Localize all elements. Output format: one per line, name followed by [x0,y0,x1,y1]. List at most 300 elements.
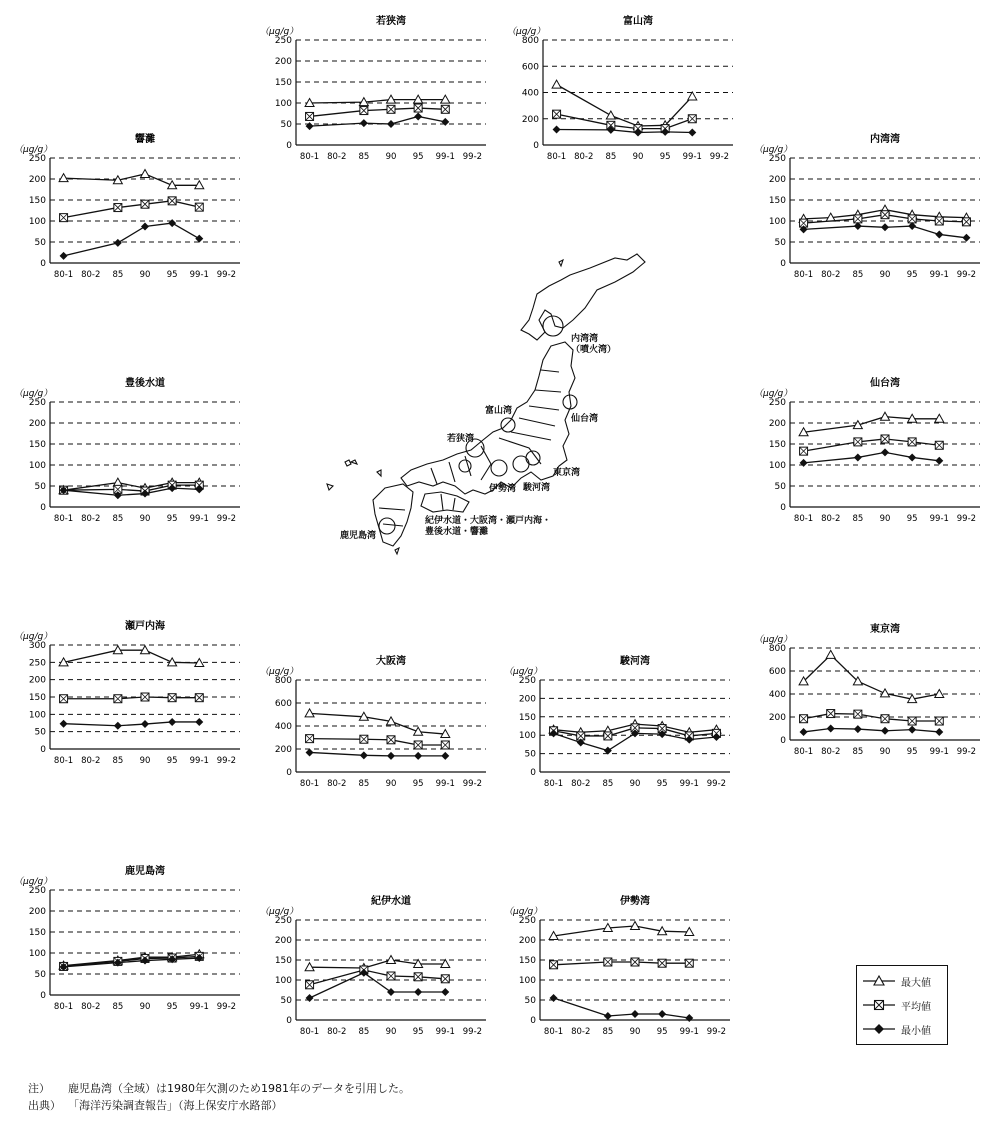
y-tick-label: 0 [533,141,539,151]
y-tick-label: 250 [768,154,786,164]
map-label-toyama: 富山湾 [485,406,513,416]
max-point [881,412,890,420]
series-line-0 [804,655,940,699]
x-tick-label: 99-1 [929,514,949,524]
x-tick-label: 90 [879,747,891,757]
y-tick-label: 50 [524,749,536,760]
y-tick-label: 100 [28,461,46,471]
x-tick-label: 90 [139,514,151,524]
x-tick-label: 95 [659,152,671,162]
chart-title: 紀伊水道 [371,896,411,907]
y-unit-label: （μg/g） [14,632,53,642]
y-tick-label: 250 [518,676,536,686]
legend-item-max [861,972,945,990]
min-point [685,1014,693,1022]
y-tick-label: 150 [274,956,292,966]
x-tick-label: 90 [139,1002,151,1012]
source-text: 「海洋汚染調査報告」（海上保安庁水路部） [68,1099,283,1112]
max-point [414,727,423,735]
map-label-uchiura-sub: （噴火湾） [571,345,617,355]
y-unit-label: （μg/g） [504,907,543,917]
y-tick-label: 150 [768,440,786,450]
min-point [141,720,149,728]
min-point [935,728,943,736]
x-tick-label: 80-1 [299,152,320,162]
series-line-0 [310,713,446,734]
y-tick-label: 200 [28,419,46,429]
series-line-0 [64,174,200,185]
y-unit-label: （μg/g） [260,907,299,917]
min-point [553,126,561,134]
y-tick-label: 250 [274,916,292,926]
x-tick-label: 95 [412,152,424,162]
y-tick-label: 200 [28,175,46,185]
chart-svg-kii [258,890,498,1050]
x-tick-label: 85 [112,756,124,766]
x-tick-label: 80-2 [821,747,841,757]
chart-title: 響灘 [135,134,155,145]
y-tick-label: 150 [274,78,292,88]
map-label-sendai: 仙台湾 [571,414,599,424]
map-label-wakasa: 若狭湾 [447,434,475,444]
min-point [387,988,395,996]
map-label-uchiura: 内湾湾 [571,334,599,344]
x-tick-label: 80-2 [327,152,347,162]
y-tick-label: 800 [768,644,786,654]
y-tick-label: 0 [286,141,292,151]
map-label-seto-note2: 豊後水道・響灘 [425,527,489,537]
y-tick-label: 100 [768,461,786,471]
x-tick-label: 99-2 [956,514,977,524]
min-point [360,751,368,759]
x-tick-label: 99-2 [462,152,483,162]
y-tick-label: 800 [521,36,539,46]
x-tick-label: 99-2 [956,270,977,280]
y-tick-label: 150 [28,693,46,703]
y-tick-label: 150 [28,440,46,450]
x-tick-label: 99-2 [709,152,730,162]
y-tick-label: 200 [28,907,46,917]
min-point [168,219,176,227]
chart-wakasa [258,10,498,170]
y-tick-label: 50 [34,727,46,738]
chart-title: 鹿児島湾 [125,866,165,877]
x-tick-label: 95 [906,270,918,280]
note-text: 鹿児島湾（全域）は1980年欠測のため1981年のデータを引用した。 [68,1082,410,1095]
min-point [854,725,862,733]
x-tick-label: 95 [166,756,178,766]
x-tick-label: 85 [852,270,864,280]
x-tick-label: 99-2 [216,756,237,766]
y-unit-label: （μg/g） [14,145,53,155]
y-tick-label: 100 [28,217,46,227]
min-point [168,718,176,726]
y-tick-label: 200 [521,114,539,125]
y-tick-label: 50 [524,996,536,1006]
x-tick-label: 99-1 [679,779,699,789]
y-tick-label: 50 [774,238,786,248]
series-line-2 [554,998,690,1018]
map-label-suruga: 駿河湾 [523,483,551,493]
x-tick-label: 90 [632,152,644,162]
min-point [195,235,203,243]
x-tick-label: 95 [166,514,178,524]
y-tick-label: 800 [274,676,292,686]
map-label-kagoshima: 鹿児島湾 [340,531,377,541]
x-tick-label: 90 [139,756,151,766]
note-line [28,1080,410,1097]
chart-hibikinada [12,128,252,288]
y-tick-label: 0 [40,745,46,755]
y-tick-label: 200 [768,713,786,723]
min-point [631,1010,639,1018]
min-point [800,728,808,736]
series-line-2 [804,452,940,463]
min-point [387,120,395,128]
x-tick-label: 80-1 [53,270,74,280]
x-tick-label: 80-2 [327,1027,347,1037]
x-tick-label: 99-2 [216,514,237,524]
y-tick-label: 200 [28,675,46,686]
x-tick-label: 90 [385,779,397,789]
y-tick-label: 600 [768,667,786,677]
y-tick-label: 100 [28,949,46,959]
chart-title: 瀬戸内海 [125,621,165,632]
min-point [908,726,916,734]
series-line-0 [554,926,690,936]
x-tick-label: 99-1 [435,779,455,789]
x-tick-label: 80-1 [53,514,74,524]
chart-svg-seto [12,615,252,775]
x-tick-label: 85 [358,779,370,789]
legend-avg-label: 平均値 [901,1002,931,1013]
y-unit-label: （μg/g） [507,27,546,37]
chart-svg-toyama [505,10,745,170]
x-tick-label: 90 [879,270,891,280]
min-point [441,118,449,126]
x-tick-label: 99-1 [189,756,209,766]
y-tick-label: 400 [274,722,292,732]
x-tick-label: 80-2 [571,779,591,789]
x-tick-label: 85 [358,1027,370,1037]
y-tick-label: 150 [28,196,46,206]
series-line-2 [64,488,200,495]
x-tick-label: 90 [385,1027,397,1037]
max-point [826,650,835,658]
x-tick-label: 95 [412,1027,424,1037]
chart-kii [258,890,498,1050]
x-tick-label: 80-1 [543,1027,564,1037]
max-point [881,689,890,697]
y-tick-label: 0 [40,259,46,269]
x-tick-label: 99-1 [679,1027,699,1037]
x-tick-label: 80-1 [546,152,567,162]
y-tick-label: 100 [518,976,536,986]
x-tick-label: 95 [412,779,424,789]
y-tick-label: 200 [274,745,292,755]
y-tick-label: 50 [34,482,46,492]
chart-title: 富山湾 [623,16,653,27]
x-tick-label: 85 [602,1027,614,1037]
x-tick-label: 80-1 [793,270,814,280]
note-prefix: 注） [28,1082,50,1095]
series-line-2 [310,973,446,998]
min-point [60,252,68,260]
x-tick-label: 99-2 [462,779,483,789]
x-tick-label: 80-2 [571,1027,591,1037]
y-tick-label: 250 [768,398,786,408]
x-tick-label: 95 [656,1027,668,1037]
y-tick-label: 250 [28,154,46,164]
y-unit-label: （μg/g） [504,667,543,677]
y-tick-label: 250 [28,886,46,896]
series-line-2 [64,223,200,256]
min-point [881,223,889,231]
y-unit-label: （μg/g） [14,389,53,399]
x-tick-label: 80-1 [53,1002,74,1012]
y-tick-label: 300 [28,641,46,651]
x-tick-label: 80-1 [543,779,564,789]
x-tick-label: 85 [112,1002,124,1012]
min-point [195,718,203,726]
x-tick-label: 80-1 [299,779,320,789]
x-tick-label: 85 [852,747,864,757]
series-line-1 [554,962,690,965]
x-tick-label: 90 [629,779,641,789]
x-tick-label: 80-1 [793,514,814,524]
x-tick-label: 85 [112,514,124,524]
min-point [441,752,449,760]
source-prefix: 出典） [28,1099,61,1112]
x-tick-label: 99-1 [682,152,702,162]
min-point [827,725,835,733]
x-tick-label: 80-2 [81,270,101,280]
min-point [414,988,422,996]
chart-osaka [258,650,498,810]
series-line-0 [557,85,693,126]
min-point [935,230,943,238]
series-line-0 [64,650,200,663]
x-tick-label: 95 [166,270,178,280]
y-tick-label: 150 [768,196,786,206]
min-point [688,129,696,137]
legend-item-min [861,1020,945,1038]
min-point [908,453,916,461]
min-point [962,234,970,242]
legend-avg-icon [861,996,897,1014]
min-point [414,112,422,120]
y-tick-label: 200 [518,694,536,705]
y-tick-label: 0 [286,768,292,778]
series-line-1 [310,108,446,116]
y-tick-label: 150 [518,712,536,723]
y-tick-label: 250 [518,916,536,926]
map-label-seto-note1: 紀伊水道・大阪湾・瀬戸内海・ [425,516,552,526]
x-tick-label: 90 [385,152,397,162]
legend-max-icon [861,972,897,990]
chart-title: 若狭湾 [376,16,406,27]
x-tick-label: 99-2 [706,1027,727,1037]
chart-bungo [12,372,252,532]
legend-item-avg [861,996,945,1014]
series-line-1 [64,201,200,218]
min-point [141,222,149,230]
x-tick-label: 80-2 [821,270,841,280]
chart-legend [856,965,948,1045]
chart-svg-sendai [752,372,992,532]
chart-uchiura [752,128,992,288]
y-tick-label: 50 [280,996,292,1006]
min-point [800,459,808,467]
min-point [881,727,889,735]
y-unit-label: （μg/g） [754,145,793,155]
chart-title: 豊後水道 [125,378,165,389]
chart-title: 大阪湾 [376,656,406,667]
min-point [935,457,943,465]
y-tick-label: 200 [768,175,786,185]
series-line-2 [557,130,693,133]
chart-title: 仙台湾 [870,378,900,389]
x-tick-label: 99-1 [435,152,455,162]
min-point [360,119,368,127]
x-tick-label: 99-2 [462,1027,483,1037]
series-line-2 [804,729,940,732]
y-tick-label: 100 [768,217,786,227]
max-point [305,709,314,717]
chart-sendai [752,372,992,532]
y-tick-label: 150 [518,956,536,966]
chart-title: 駿河湾 [620,656,650,667]
chart-svg-hibikinada [12,128,252,288]
max-point [552,80,561,88]
series-line-0 [310,960,446,968]
chart-ise [502,890,742,1050]
y-tick-label: 100 [28,710,46,721]
y-tick-label: 100 [518,731,536,742]
y-unit-label: （μg/g） [754,389,793,399]
chart-seto [12,615,252,775]
x-tick-label: 95 [166,1002,178,1012]
y-tick-label: 600 [521,62,539,73]
x-tick-label: 80-1 [53,756,74,766]
y-tick-label: 400 [768,690,786,700]
max-point [688,92,697,100]
x-tick-label: 90 [879,514,891,524]
chart-svg-bungo [12,372,252,532]
x-tick-label: 95 [906,514,918,524]
x-tick-label: 85 [358,152,370,162]
x-tick-label: 80-2 [81,514,101,524]
x-tick-label: 99-1 [929,270,949,280]
y-tick-label: 0 [780,259,786,269]
series-line-1 [804,439,940,451]
series-line-1 [310,739,446,745]
series-line-1 [64,697,200,699]
y-tick-label: 200 [274,57,292,67]
series-line-2 [310,116,446,126]
x-tick-label: 90 [629,1027,641,1037]
legend-min-label: 最小値 [901,1026,931,1037]
chart-kagoshima [12,860,252,1020]
y-tick-label: 100 [274,976,292,986]
y-tick-label: 50 [280,120,292,130]
x-tick-label: 85 [852,514,864,524]
x-tick-label: 80-2 [821,514,841,524]
y-tick-label: 0 [780,736,786,746]
legend-min-icon [861,1020,897,1038]
notes-block [28,1080,410,1114]
series-line-0 [804,417,940,433]
map-label-ise: 伊勢湾 [489,484,517,494]
x-tick-label: 80-1 [299,1027,320,1037]
y-unit-label: （μg/g） [754,635,793,645]
y-tick-label: 200 [518,936,536,946]
min-point [306,994,314,1002]
y-tick-label: 0 [530,1016,536,1026]
source-line [28,1097,410,1114]
y-tick-label: 250 [274,36,292,46]
y-tick-label: 200 [768,419,786,429]
chart-title: 内湾湾 [870,134,900,145]
chart-svg-kagoshima [12,860,252,1020]
x-tick-label: 99-1 [189,1002,209,1012]
series-line-2 [64,722,200,726]
y-tick-label: 250 [28,398,46,408]
chart-svg-osaka [258,650,498,810]
chart-toyama [505,10,745,170]
max-point [606,111,615,119]
y-unit-label: （μg/g） [14,877,53,887]
y-tick-label: 0 [530,768,536,778]
max-point [631,922,640,930]
x-tick-label: 99-2 [216,1002,237,1012]
chart-suruga [502,650,742,810]
x-tick-label: 85 [602,779,614,789]
chart-svg-tokyo [752,618,992,778]
min-point [306,748,314,756]
min-point [441,988,449,996]
min-point [550,994,558,1002]
y-tick-label: 0 [780,503,786,513]
x-tick-label: 95 [906,747,918,757]
x-tick-label: 99-2 [216,270,237,280]
y-tick-label: 200 [274,936,292,946]
x-tick-label: 80-2 [327,779,347,789]
chart-svg-wakasa [258,10,498,170]
x-tick-label: 99-1 [189,514,209,524]
series-line-0 [310,100,446,103]
y-tick-label: 150 [28,928,46,938]
y-tick-label: 100 [274,99,292,109]
y-tick-label: 50 [774,482,786,492]
y-tick-label: 600 [274,699,292,709]
min-point [658,1010,666,1018]
y-tick-label: 0 [40,991,46,1001]
y-unit-label: （μg/g） [260,667,299,677]
chart-tokyo [752,618,992,778]
min-point [414,752,422,760]
min-point [387,752,395,760]
y-tick-label: 250 [28,658,46,669]
chart-svg-suruga [502,650,742,810]
x-tick-label: 85 [112,270,124,280]
min-point [114,722,122,730]
x-tick-label: 80-2 [574,152,594,162]
y-tick-label: 0 [286,1016,292,1026]
min-point [881,448,889,456]
min-point [604,1012,612,1020]
y-tick-label: 50 [34,970,46,980]
